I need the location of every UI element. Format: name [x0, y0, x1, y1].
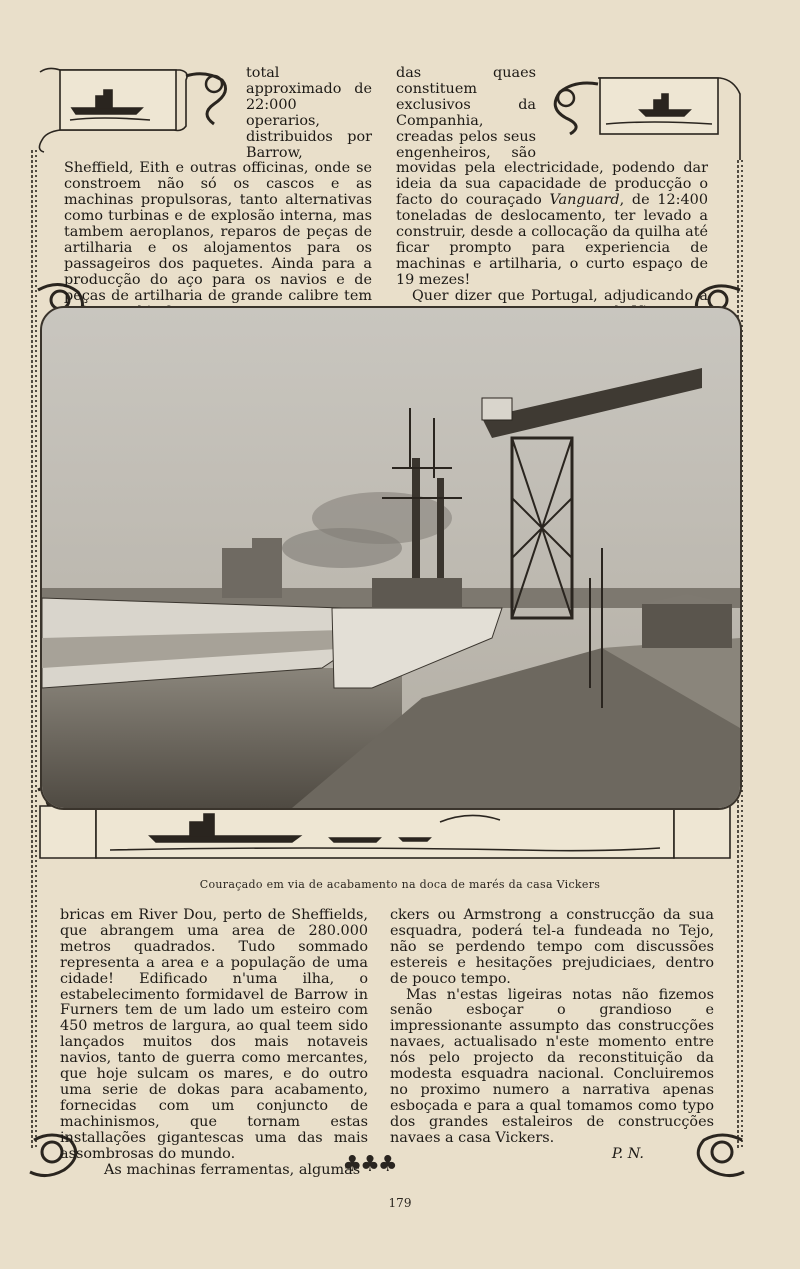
paragraph: ckers ou Armstrong a construcção da sua esquadra, poderá tel-a fundeada no Tejo, não se perdendo tempo com discussões estereis e hesitações prejudiciaes, dentro de pouco tempo.	[390, 907, 714, 987]
paragraph: total approximado de 22:000 operarios, distribuidos por Barrow, Sheffield, Eith e outras officinas, onde se constroem não só os cascos e as machinas propulsoras, tanto alternativas como turbinas e de explosão interna, mas tambem aeroplanos, reparos de peças de artilharia e os alojamentos para os passageiros dos paquetes. Ainda para a producção do aço para os navios e de peças de artilharia de grande calibre tem	[64, 65, 372, 304]
column-top-right	[396, 66, 708, 321]
text-run: , de 12:400 toneladas de deslocamento, ter levado a construir, desde a collocação da quilha até ficar prompto para experiencia de machinas e artilharia, o curto espaço de 19 mezes!	[396, 192, 708, 288]
paragraph: Quer dizer que Portugal, adjudicando a	[412, 287, 708, 304]
photo-caption: Couraçado em via de acabamento na doca de marés da casa Vickers	[199, 878, 601, 891]
text-run: das quaes constituem exclusivos da Companhia, creadas pelos seus engenheiros, são movidas pela electricidade, podendo dar ideia da sua capacidade de producção o facto do couraçado	[396, 65, 708, 209]
paragraph: Mas n'estas ligeiras notas não fizemos senão esboçar o grandioso e impressionante assumpto das construcções navaes, actualisado n'este momento entre nós pelo projecto da reconstituição da modesta esquadra nacional. Concluiremos no proximo numero a narrativa apenas esboçada e para a qual tomamos como typo dos grandes estaleiros de construcções navaes a casa Vickers.	[390, 986, 714, 1146]
page-number: 179	[388, 1196, 412, 1210]
paragraph: bricas em River Dou, perto de Sheffields, que abrangem uma area de 280.000 metros quadrados. Tudo sommado representa a area e a população de uma cidade! Edificado n'uma ilha, o estabelecimento formidavel de Barrow in Furners tem de um lado um esteiro com 450 metros de largura, ao qual teem sido lançados muitos dos mais notaveis navios, tanto de guerra como mercantes, que hoje sulcam os mares, e do outro uma serie de dokas para acabamento, fornecidas com um conjuncto de machinismos, que tornam estas installações gigantescas uma das mais assombrosas do mundo.	[60, 907, 368, 1162]
ship-name: Vanguard	[549, 192, 620, 209]
club-ornament-icon: ♣♣♣	[342, 1152, 396, 1177]
photo-battleship-dock	[40, 306, 742, 810]
column-top-left	[64, 66, 372, 321]
signature: P. N.	[611, 1145, 644, 1162]
bottom-photo-banner	[40, 806, 730, 858]
paragraph: As machinas ferramentas, algumas	[104, 1161, 361, 1178]
column-bottom-left	[60, 908, 368, 1178]
column-bottom-right	[390, 908, 714, 1163]
